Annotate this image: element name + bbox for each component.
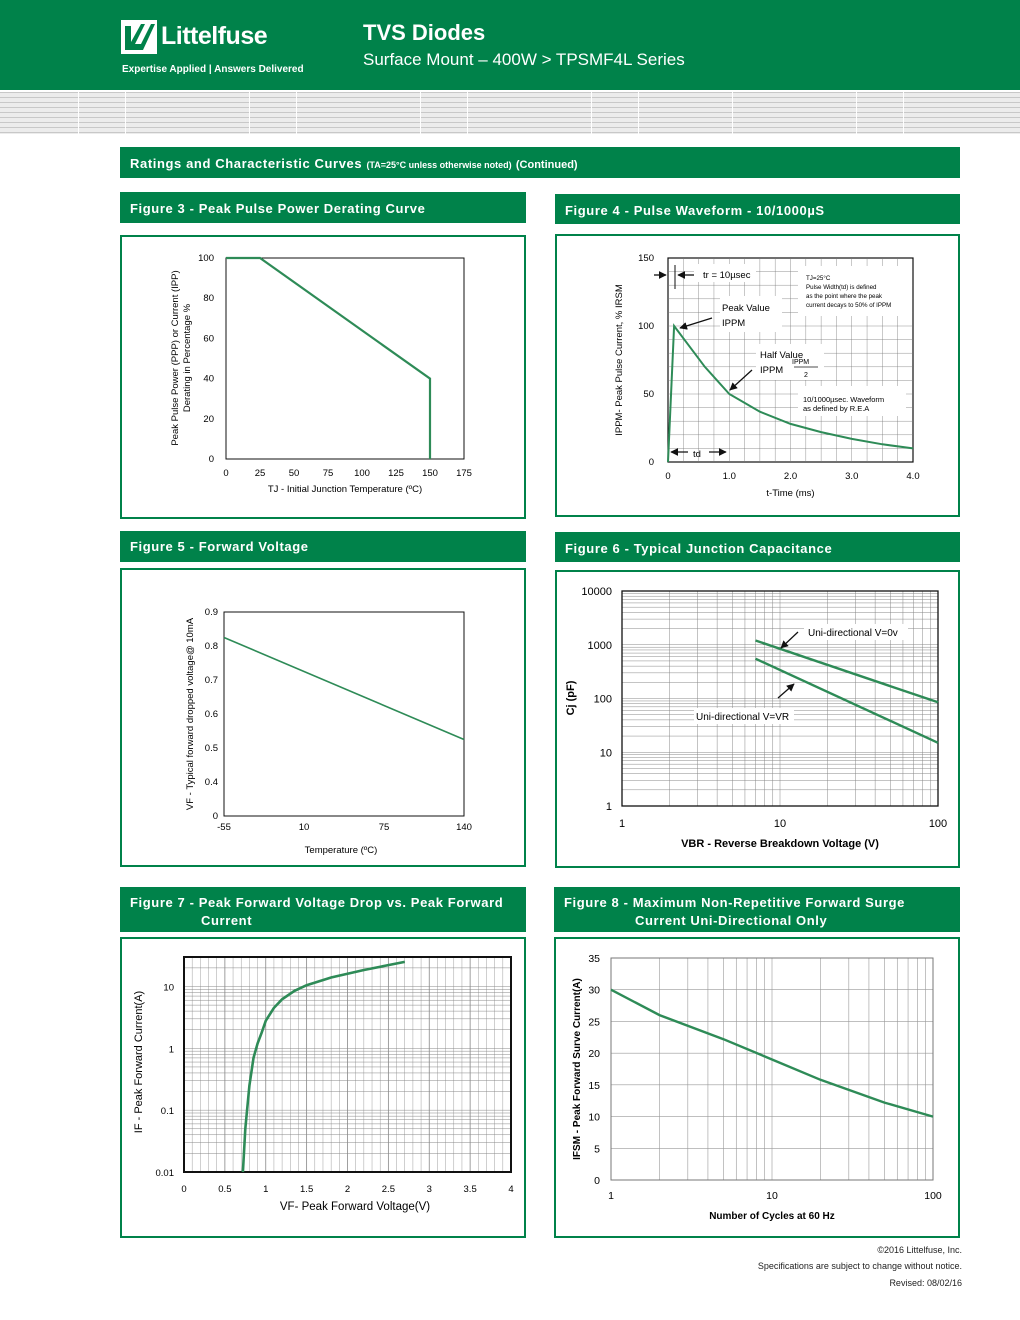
fig4-x-tick-label: 2.0 [783,471,798,482]
fig6-y-tick-label: 10 [599,747,612,760]
fig5-y-tick-label: 0.8 [204,641,218,652]
fig6-y-tick-label: 1000 [587,639,612,652]
fig4-y-tick-label: 100 [638,321,654,332]
fig7-x-tick-label: 1.5 [300,1184,314,1195]
fig7-y-tick-label: 0.01 [155,1168,174,1179]
figure-5-title: Figure 5 - Forward Voltage [130,539,309,554]
fig3-x-tick-label: 150 [422,468,438,479]
fig8-y-tick-label: 25 [588,1016,600,1029]
fig4-peak-symbol: IPPM [722,318,746,329]
fig8-y-axis-label: IFSM - Peak Forward Surve Current(A) [572,978,583,1160]
fig6-x-tick-label: 100 [928,818,948,830]
fig4-tr-label: tr = 10µsec [703,270,751,281]
tagline-right: Answers Delivered [214,64,304,75]
footer-copyright: ©2016 Littelfuse, Inc. [877,1245,962,1255]
fig8-x-tick-label: 100 [924,1190,942,1202]
fig5-y-tick-label: 0.6 [204,709,218,720]
fig4-x-axis-label: t-Time (ms) [766,488,815,499]
fig4-note-line: TJ=25°C [806,275,831,282]
fig8-y-tick-label: 20 [588,1048,600,1061]
fig5-x-axis-label: Temperature (ºC) [304,845,378,856]
fig7-y-axis-label: IF - Peak Forward Current(A) [133,990,145,1134]
fig7-x-tick-label: 4 [508,1184,514,1195]
fig7-y-tick-label: 0.1 [160,1106,174,1118]
fig5-x-tick-label: 140 [456,822,472,833]
fig8-y-tick-label: 0 [594,1175,600,1187]
fig4-peak-arrow [680,318,712,328]
fig7-x-tick-label: 0 [181,1184,187,1195]
footer-revised: Revised: 08/02/16 [889,1278,962,1288]
fig3-x-tick-label: 100 [354,468,370,479]
fig5-x-tick-label: -55 [217,822,231,833]
fig3-derating-line [226,258,430,459]
figure-6-title: Figure 6 - Typical Junction Capacitance [565,541,833,556]
fig5-plot-frame [224,612,464,816]
fig3-y-tick-label: 20 [203,413,214,425]
brand-name: Littelfuse [161,22,268,50]
fig3-x-tick-label: 125 [388,468,404,479]
section-condition: (TA=25°C unless otherwise noted) [366,160,512,170]
fig5-y-tick-label: 0.7 [204,675,218,686]
fig8-x-tick-label: 10 [766,1190,778,1202]
fig3-y-axis-label-2: Derating in Percentage % [182,303,193,413]
tagline-divider: | [208,64,215,75]
fig7-x-tick-label: 0.5 [218,1184,232,1195]
fig3-y-axis-label: Peak Pulse Power (PPP) or Current (IPP) [170,270,181,446]
fig5-x-tick-label: 10 [298,822,310,833]
fig3-x-tick-label: 25 [254,468,266,479]
fig6-series-2-arrow [778,684,794,698]
fig3-x-tick-label: 50 [288,468,300,479]
fig7-x-tick-label: 3.5 [463,1184,477,1195]
fig7-x-tick-label: 2 [344,1184,351,1195]
fig4-y-tick-label: 150 [638,253,654,264]
fig7-x-tick-label: 3 [426,1184,432,1195]
fig4-x-tick-label: 1.0 [722,471,736,482]
fig6-series-label-1: Uni-directional V=0v [808,628,898,639]
figure-4-title: Figure 4 - Pulse Waveform - 10/1000µS [565,203,825,218]
fig4-note-line: current decays to 50% of IPPM [806,302,892,309]
section-continued: (Continued) [515,159,578,171]
fig4-y-axis-label: IPPM- Peak Pulse Current, % IRSM [614,284,625,436]
fig8-y-tick-label: 10 [588,1111,600,1124]
fig7-x-tick-label: 1 [263,1184,269,1195]
fig6-series-label-2: Uni-directional V=VR [696,712,790,723]
fig4-half-arrow [730,370,752,390]
page-subtitle: Surface Mount – 400W > TPSMF4L Series [363,50,685,69]
fig4-x-tick-label: 0 [665,471,671,482]
fig3-x-tick-label: 75 [322,468,334,479]
fig8-y-tick-label: 35 [588,953,600,965]
figure-7-title-line2: Current [201,913,253,928]
fig5-y-tick-label: 0.9 [204,607,218,618]
fig5-forward-voltage-line [224,638,464,740]
fig6-x-tick-label: 1 [618,818,626,830]
figure-8-title-line2: Current Uni-Directional Only [635,913,828,928]
figure-8-title: Figure 8 - Maximum Non-Repetitive Forward Surge [564,895,905,910]
fig6-y-tick-label: 1 [605,801,612,813]
footer-notice: Specifications are subject to change without notice. [757,1261,962,1271]
fig6-y-axis-label: Cj (pF) [565,680,577,716]
fig7-y-tick-label: 10 [163,982,174,994]
page-title: TVS Diodes [363,20,486,45]
fig6-series-1-arrow [781,632,798,648]
fig5-y-axis-label: VF - Typical forward dropped voltage@ 10mA [185,617,196,811]
section-title: Ratings and Characteristic Curves [130,156,363,171]
fig3-y-tick-label: 100 [198,253,214,264]
fig7-y-tick-label: 1 [168,1044,174,1056]
fig3-x-tick-label: 175 [456,468,472,479]
figure-3-title: Figure 3 - Peak Pulse Power Derating Curve [130,201,426,216]
fig7-x-axis-label: VF- Peak Forward Voltage(V) [279,1201,431,1213]
fig5-y-tick-label: 0.4 [204,777,218,788]
fig4-y-tick-label: 50 [643,389,654,400]
fig4-half-label: Half Value [760,350,804,361]
fig8-y-tick-label: 15 [588,1079,600,1092]
fig6-y-tick-label: 10000 [581,586,612,598]
fig3-y-tick-label: 0 [208,454,214,465]
fig6-y-tick-label: 100 [593,693,612,706]
fig3-y-tick-label: 40 [203,373,214,385]
fig5-y-tick-label: 0.5 [204,743,218,754]
fig6-x-axis-label: VBR - Reverse Breakdown Voltage (V) [681,838,879,850]
fig4-note-line: as the point where the peak [806,293,883,300]
fig4-waveform-note: 10/1000µsec. Waveform [803,395,885,404]
fig8-x-tick-label: 1 [608,1190,614,1202]
fig4-x-tick-label: 3.0 [845,471,859,482]
fig3-x-axis-label: TJ - Initial Junction Temperature (ºC) [267,484,423,495]
fig4-half-symbol: IPPM [760,365,784,376]
fig4-note-line: Pulse Width(td) is defined [806,284,877,291]
fig8-y-tick-label: 5 [594,1143,600,1156]
fig4-peak-label: Peak Value [722,303,770,314]
fig4-td-label: td [693,449,701,460]
fig5-y-tick-label: 0 [212,811,218,822]
fig3-plot-frame [226,258,464,459]
fig7-x-tick-label: 2.5 [381,1184,395,1195]
figure-7-title: Figure 7 - Peak Forward Voltage Drop vs. Peak Forward [130,895,504,910]
fig3-x-tick-label: 0 [223,468,229,479]
fig4-half-fraction-denominator: 2 [804,372,808,379]
fig6-x-tick-label: 10 [773,818,787,830]
tagline-left: Expertise Applied [122,64,207,75]
fig8-x-axis-label: Number of Cycles at 60 Hz [709,1211,835,1222]
fig4-y-tick-label: 0 [648,457,654,468]
fig3-y-tick-label: 60 [203,333,214,345]
fig3-y-tick-label: 80 [203,293,214,305]
fig4-waveform-note: as defined by R.E.A [803,404,870,413]
fig8-y-tick-label: 30 [588,984,600,997]
fig5-x-tick-label: 75 [378,822,390,833]
fig4-half-fraction-numerator: IPPM [792,359,810,366]
fig4-x-tick-label: 4.0 [906,471,920,482]
